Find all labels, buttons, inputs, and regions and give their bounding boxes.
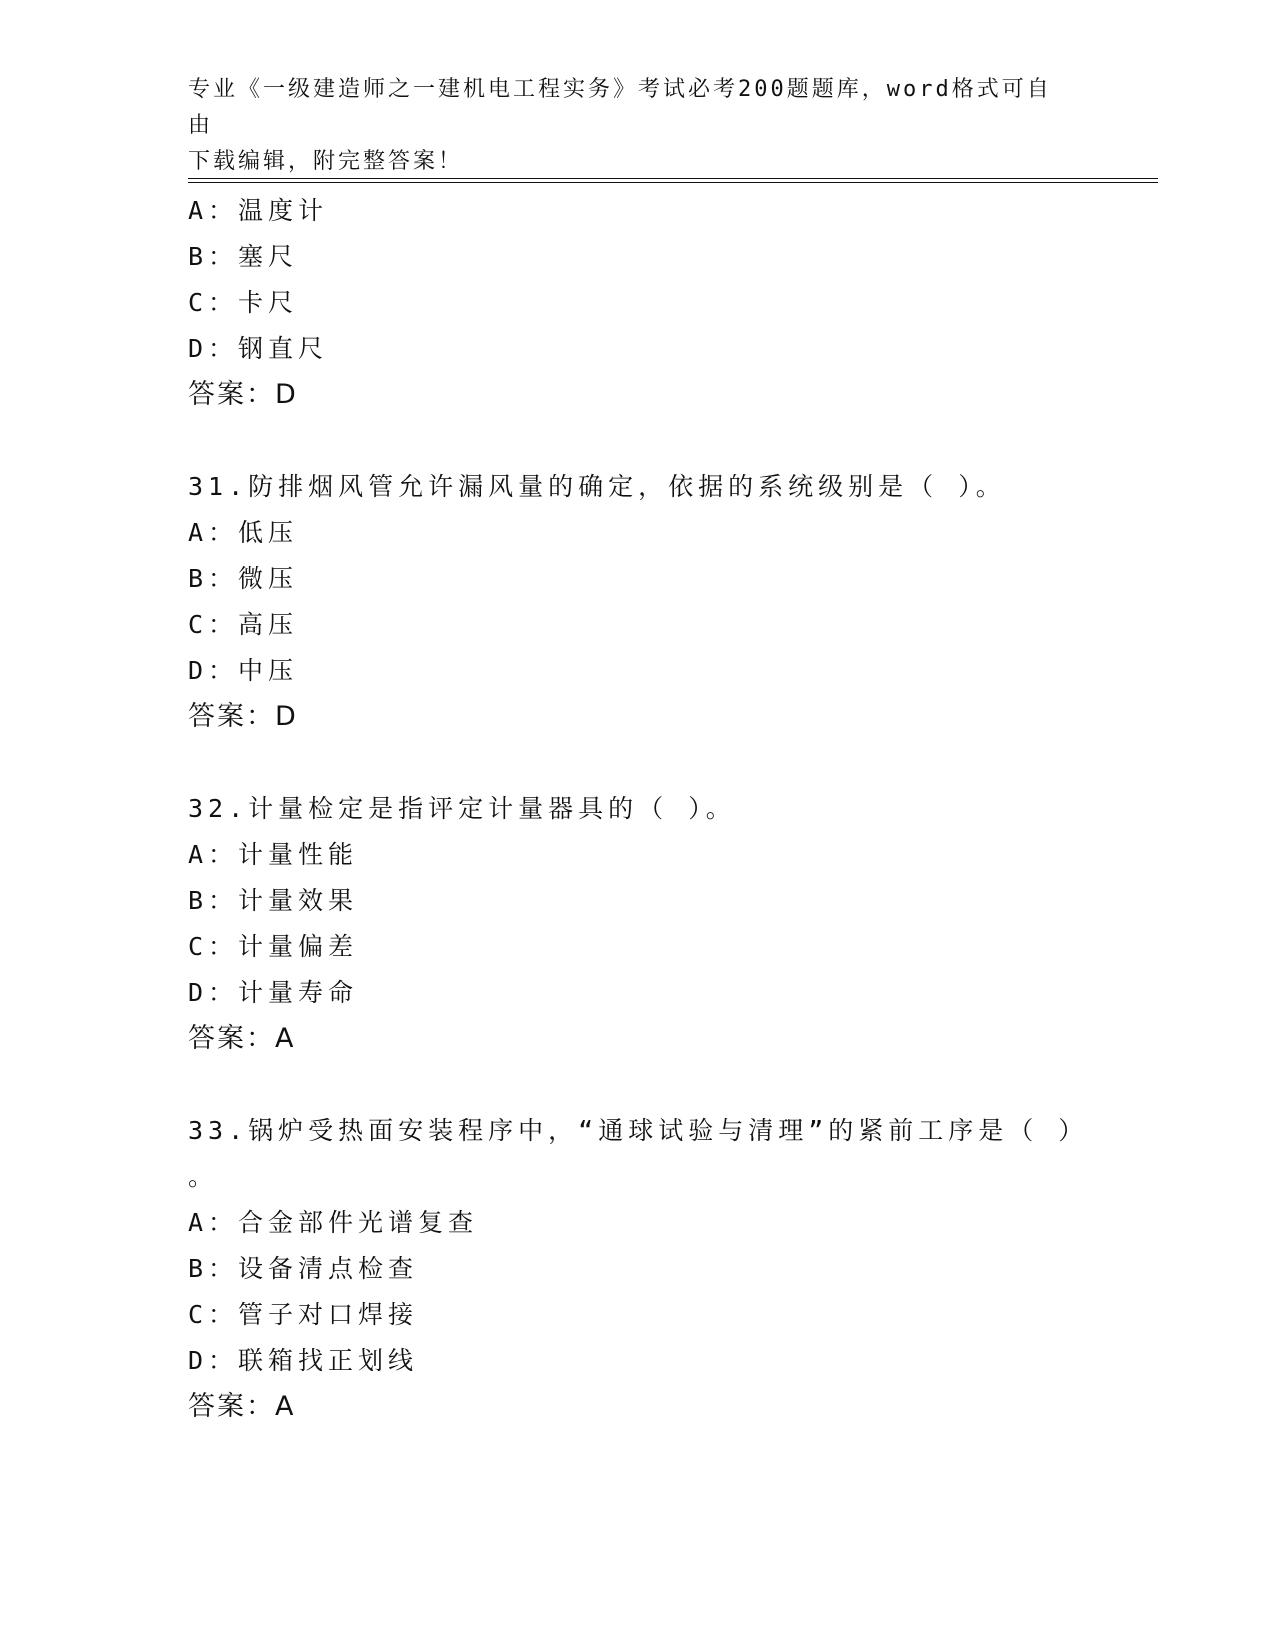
option-d: D：中压	[188, 656, 299, 685]
spacer	[188, 418, 1088, 464]
question-31	[188, 464, 1088, 740]
option-a: A：低压	[188, 518, 299, 547]
option-c: C：计量偏差	[188, 932, 359, 961]
question-30	[188, 188, 1088, 418]
question-stem-continuation: 。	[188, 1162, 219, 1191]
answer: 答案：D	[188, 379, 298, 410]
question-33	[188, 1108, 1088, 1430]
option-d: D：钢直尺	[188, 334, 329, 363]
answer: 答案：D	[188, 701, 298, 732]
question-stem: 33.锅炉受热面安装程序中，“通球试验与清理”的紧前工序是（ ）	[188, 1116, 1089, 1145]
answer: 答案：A	[188, 1391, 296, 1422]
option-b: B：设备清点检查	[188, 1254, 419, 1283]
spacer	[188, 740, 1088, 786]
option-d: D：计量寿命	[188, 978, 359, 1007]
question-stem: 31.防排烟风管允许漏风量的确定，依据的系统级别是（ ）。	[188, 472, 1006, 501]
option-a: A：合金部件光谱复查	[188, 1208, 479, 1237]
header-divider-bottom	[188, 182, 1158, 183]
header-line-1: 专业《一级建造师之一建机电工程实务》考试必考200题题库，word格式可自由	[188, 77, 1052, 138]
option-b: B：计量效果	[188, 886, 359, 915]
header-line-2: 下载编辑，附完整答案！	[188, 149, 464, 174]
option-b: B：微压	[188, 564, 299, 593]
document-header	[188, 72, 1068, 180]
spacer	[188, 1062, 1088, 1108]
answer: 答案：A	[188, 1023, 296, 1054]
option-c: C：卡尺	[188, 288, 299, 317]
option-c: C：管子对口焊接	[188, 1300, 419, 1329]
header-divider-top	[188, 178, 1158, 179]
question-32	[188, 786, 1088, 1062]
question-list	[188, 188, 1088, 1430]
question-stem: 32.计量检定是指评定计量器具的（ ）。	[188, 794, 736, 823]
option-a: A：温度计	[188, 196, 329, 225]
option-d: D：联箱找正划线	[188, 1346, 419, 1375]
option-a: A：计量性能	[188, 840, 359, 869]
option-b: B：塞尺	[188, 242, 299, 271]
option-c: C：高压	[188, 610, 299, 639]
